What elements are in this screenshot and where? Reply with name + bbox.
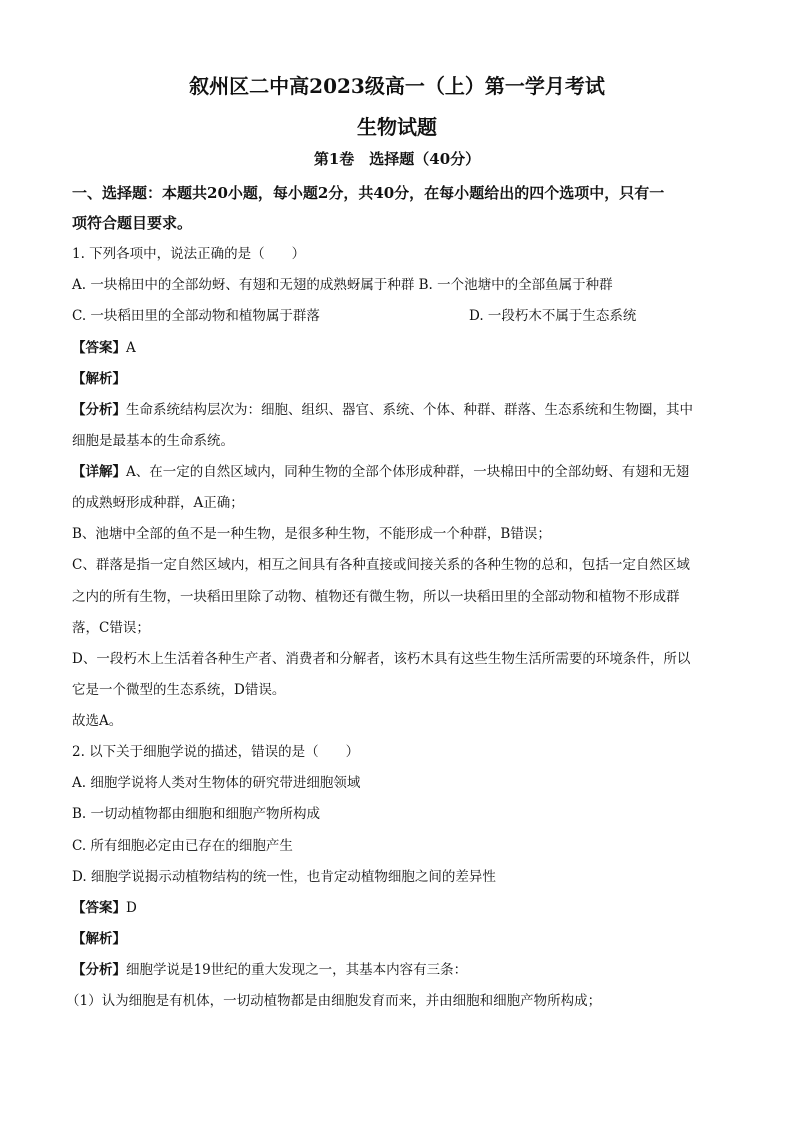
q2-stem: 2. 以下关于细胞学说的描述，错误的是（ ）	[72, 744, 360, 760]
q1-fenxi-text-1: 生命系统结构层次为：细胞、组织、器官、系统、个体、种群、群落、生态系统和生物圈，其中	[126, 402, 693, 418]
q1-option-d: D. 一段朽木不属于生态系统	[469, 308, 637, 324]
q1-answer: A	[126, 340, 136, 356]
q1-options-ab: A. 一块棉田中的全部幼蚜、有翅和无翅的成熟蚜属于种群 B. 一个池塘中的全部鱼属于种群	[72, 277, 613, 293]
q2-answer: D	[126, 900, 137, 916]
q1-option-c-row	[72, 306, 722, 326]
q2-option-d: D. 细胞学说揭示动植物结构的统一性，也肯定动植物细胞之间的差异性	[72, 869, 496, 885]
q1-fenxi-2: 细胞是最基本的生命系统。	[72, 433, 234, 449]
subject-title: 生物试题	[357, 115, 437, 139]
q1-fenxi-1	[72, 400, 722, 420]
answer-tag: 【答案】	[72, 340, 126, 356]
instructions-line-1: 一、选择题：本题共20小题，每小题2分，共40分，在每小题给出的四个选项中，只有一	[72, 184, 665, 202]
section-heading: 第1卷 选择题（40分）	[313, 150, 481, 168]
q2-answer-row	[72, 898, 722, 918]
q1-detail-4: C、群落是指一定自然区域内，相互之间具有各种直接或间接关系的各种生物的总和，包括一定自然区域	[72, 557, 690, 573]
q1-answer-row	[72, 338, 722, 358]
q1-option-c: C. 一块稻田里的全部动物和植物属于群落	[72, 308, 320, 324]
exam-title: 叙州区二中高2023级高一（上）第一学月考试	[189, 74, 605, 98]
q1-detail-7: D、一段朽木上生活着各种生产者、消费者和分解者，该朽木具有这些生物生活所需要的环境条件，所以	[72, 651, 691, 667]
q1-detail-5: 之内的所有生物，一块稻田里除了动物、植物还有微生物，所以一块稻田里的全部动物和植物不形成群	[72, 589, 680, 605]
answer-tag: 【答案】	[72, 900, 126, 916]
q1-detail-2: 的成熟蚜形成种群，A正确；	[72, 495, 244, 511]
q1-conclusion: 故选A。	[72, 713, 123, 729]
xiangjie-tag: 【详解】	[72, 464, 126, 480]
q2-option-c: C. 所有细胞必定由已存在的细胞产生	[72, 838, 293, 854]
q1-analysis-tag: 【解析】	[72, 371, 126, 387]
q2-option-b: B. 一切动植物都由细胞和细胞产物所构成	[72, 806, 321, 822]
q2-analysis-tag: 【解析】	[72, 931, 126, 947]
q2-fenxi-1	[72, 960, 722, 980]
instructions-line-2: 项符合题目要求。	[72, 214, 193, 232]
fenxi-tag: 【分析】	[72, 962, 126, 978]
q1-detail-1	[72, 462, 722, 482]
q2-point-1: （1）认为细胞是有机体，一切动植物都是由细胞发育而来，并由细胞和细胞产物所构成；	[66, 993, 602, 1009]
q1-detail-8: 它是一个微型的生态系统，D错误。	[72, 682, 286, 698]
fenxi-tag: 【分析】	[72, 402, 126, 418]
q2-fenxi-text-1: 细胞学说是19世纪的重大发现之一，其基本内容有三条：	[126, 962, 468, 978]
q2-option-a: A. 细胞学说将人类对生物体的研究带进细胞领域	[72, 775, 361, 791]
q1-detail-3: B、池塘中全部的鱼不是一种生物，是很多种生物，不能形成一个种群，B错误；	[72, 526, 551, 542]
q1-detail-text-1: A、在一定的自然区域内，同种生物的全部个体形成种群，一块棉田中的全部幼蚜、有翅和无翅	[126, 464, 690, 480]
q1-detail-6: 落，C错误；	[72, 620, 150, 636]
q1-stem: 1. 下列各项中，说法正确的是（ ）	[72, 246, 306, 262]
